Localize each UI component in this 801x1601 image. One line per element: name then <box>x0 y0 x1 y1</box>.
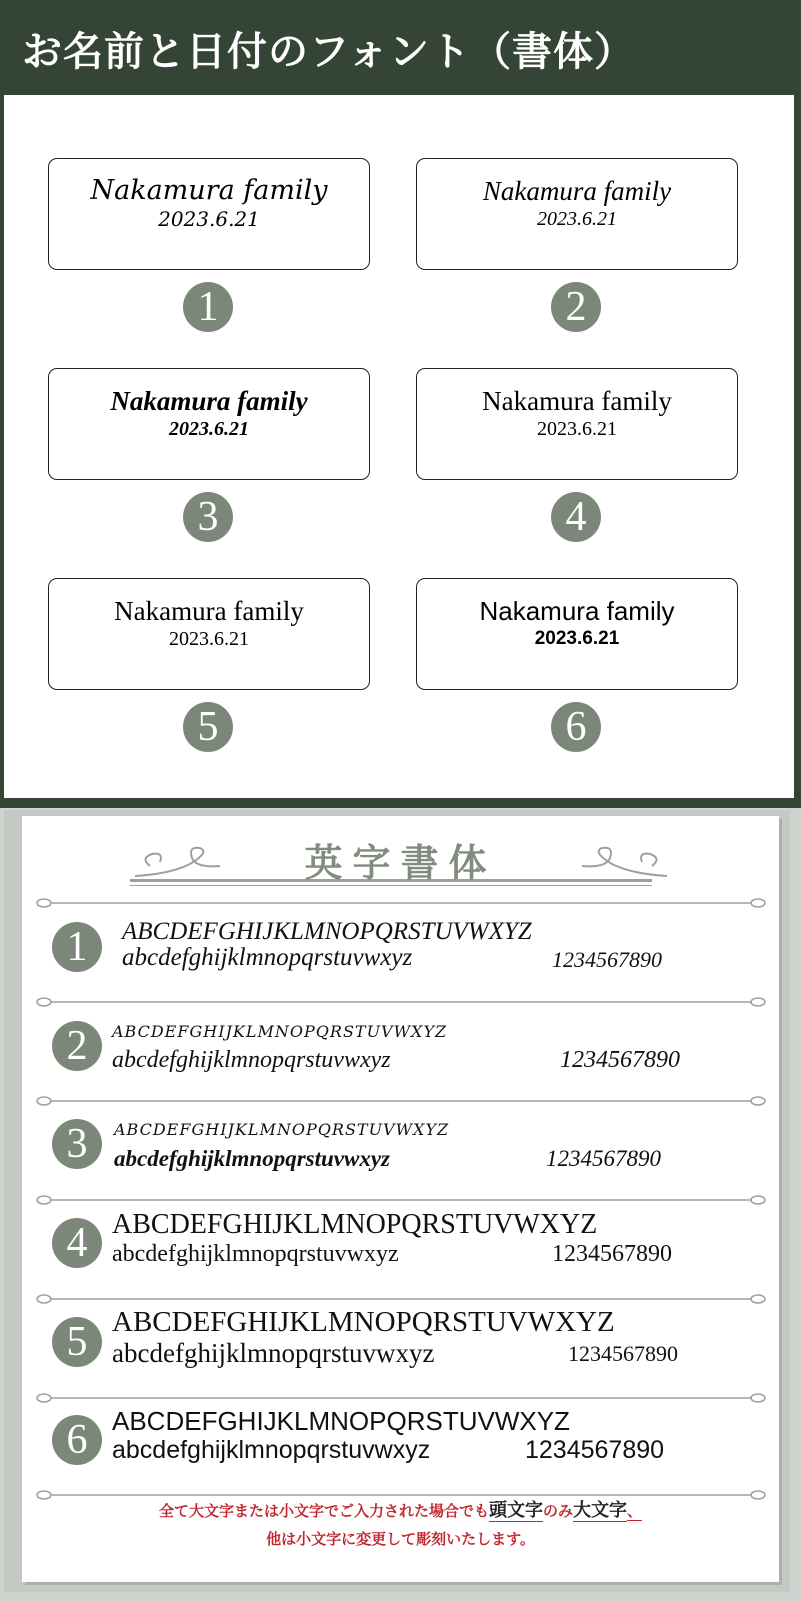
sample-date: 2023.6.21 <box>534 628 620 649</box>
font-number-badge: 4 <box>52 1218 102 1268</box>
sample-card-1 <box>48 158 370 270</box>
sample-date: 2023.6.21 <box>169 418 249 440</box>
sample-name: Nakamura family <box>482 176 672 206</box>
divider-line <box>36 896 766 910</box>
lowercase-sample: abcdefghijklmnopqrstuvwxyz <box>114 1146 391 1171</box>
note-text: のみ <box>542 1502 573 1520</box>
sample-name: Nakamura family <box>479 596 675 626</box>
lowercase-sample: abcdefghijklmnopqrstuvwxyz <box>112 1338 435 1368</box>
sample-date: 2023.6.21 <box>169 628 249 650</box>
digits-sample: 1234567890 <box>560 1047 680 1073</box>
samples-area <box>4 95 794 798</box>
divider-line <box>36 1292 766 1306</box>
alphabet-panel <box>4 810 790 1592</box>
font-number-badge: 3 <box>52 1119 102 1169</box>
note-highlight: 頭文字 <box>488 1500 543 1521</box>
section-title: 英字書体 <box>304 840 497 885</box>
sample-name: Nakamura family <box>114 596 304 626</box>
uppercase-sample: ABCDEFGHIJKLMNOPQRSTUVWXYZ <box>112 1406 570 1436</box>
engraving-note-line2: 他は小文字に変更して彫刻いたします。 <box>266 1530 535 1548</box>
digits-sample: 1234567890 <box>552 1241 672 1267</box>
page-title: お名前と日付のフォント（書体） <box>22 29 635 75</box>
digits-sample: 1234567890 <box>568 1341 678 1366</box>
sample-number-badge: 4 <box>551 492 601 542</box>
alphabet-area <box>22 816 779 1582</box>
sample-name: Nakamura family <box>482 386 672 416</box>
uppercase-sample: ABCDEFGHIJKLMNOPQRSTUVWXYZ <box>122 918 532 945</box>
divider-line <box>36 995 766 1009</box>
sample-number-badge: 6 <box>551 702 601 752</box>
digits-sample: 1234567890 <box>525 1436 665 1464</box>
engraving-note-line1 <box>22 1498 779 1524</box>
sample-name: Nakamura family <box>90 175 328 206</box>
digits-sample: 1234567890 <box>546 1146 661 1171</box>
sample-card-2 <box>416 158 738 270</box>
font-number-badge: 1 <box>52 922 102 972</box>
divider-line <box>36 1094 766 1108</box>
lowercase-sample: abcdefghijklmnopqrstuvwxyz <box>112 1047 391 1073</box>
lowercase-sample: abcdefghijklmnopqrstuvwxyz <box>112 1436 431 1464</box>
sample-card-3 <box>48 368 370 480</box>
divider-line <box>36 1193 766 1207</box>
sample-number-badge: 2 <box>551 282 601 332</box>
note-text: 、 <box>627 1502 643 1520</box>
digits-sample: 1234567890 <box>552 947 662 972</box>
lowercase-sample: abcdefghijklmnopqrstuvwxyz <box>112 1241 399 1267</box>
sample-number-badge: 1 <box>183 282 233 332</box>
uppercase-sample: ABCDEFGHIJKLMNOPQRSTUVWXYZ <box>112 1209 598 1240</box>
sample-number-badge: 5 <box>183 702 233 752</box>
note-highlight: 大文字 <box>573 1500 627 1521</box>
uppercase-sample: ABCDEFGHIJKLMNOPQRSTUVWXYZ <box>112 1306 615 1338</box>
uppercase-sample: ABCDEFGHIJKLMNOPQRSTUVWXYZ <box>114 1120 450 1139</box>
note-text: 全て大文字または小文字でご入力された場合でも <box>158 1502 489 1520</box>
sample-card-4 <box>416 368 738 480</box>
sample-date: 2023.6.21 <box>158 207 260 231</box>
uppercase-sample: ABCDEFGHIJKLMNOPQRSTUVWXYZ <box>112 1022 448 1041</box>
font-number-badge: 2 <box>52 1021 102 1071</box>
sample-card-6 <box>416 578 738 690</box>
sample-number-badge: 3 <box>183 492 233 542</box>
divider-line <box>36 1391 766 1405</box>
font-number-badge: 6 <box>52 1415 102 1465</box>
font-number-badge: 5 <box>52 1317 102 1367</box>
sample-name: Nakamura family <box>110 386 308 416</box>
sample-date: 2023.6.21 <box>537 208 617 230</box>
sample-card-5 <box>48 578 370 690</box>
lowercase-sample: abcdefghijklmnopqrstuvwxyz <box>122 944 413 971</box>
sample-date: 2023.6.21 <box>537 418 617 440</box>
